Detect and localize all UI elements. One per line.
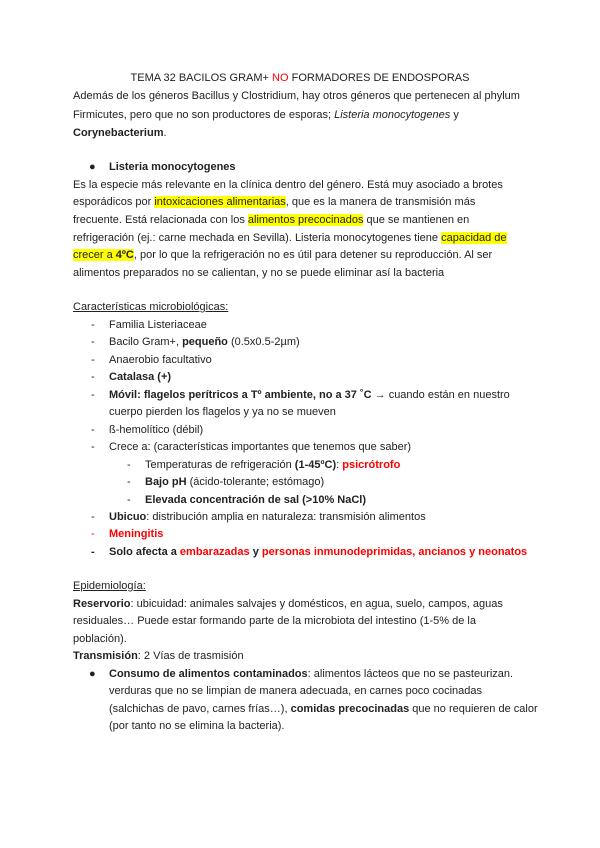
title-no: NO <box>272 72 289 84</box>
dash-marker: - <box>91 441 95 453</box>
sub-list-item <box>145 473 324 491</box>
list-bold: (1-45ºC) <box>294 459 337 471</box>
para-line <box>73 211 469 229</box>
list-item: Anaerobio facultativo <box>109 354 212 366</box>
para-line <box>73 246 492 264</box>
para-line <box>73 193 475 211</box>
list-item: ß-hemolítico (débil) <box>109 424 204 436</box>
section-heading-listeria: Listeria monocytogenes <box>109 161 236 173</box>
list-text: Solo afecta a <box>109 546 180 558</box>
section-heading-epidemiologia: Epidemiología: <box>73 580 146 592</box>
list-item <box>109 508 426 526</box>
bullet-item <box>109 665 513 683</box>
para-text: (salchichas de pavo, carnes frías…), <box>109 703 291 715</box>
para-text: : 2 Vías de trasmisión <box>137 650 244 662</box>
title-text-end: FORMADORES DE ENDOSPORAS <box>288 72 470 84</box>
list-item <box>109 333 300 351</box>
para-text: refrigeración (ej.: carne mechada en Sevilla). Listeria monocytogenes tiene <box>73 232 442 244</box>
para-line: residuales… Puede estar formando parte de la microbiota del intestino (1-5% de la <box>73 615 476 627</box>
para-text: , por lo que la refrigeración no es útil para detener su reproducción. Al ser <box>133 249 493 261</box>
list-item: Catalasa (+) <box>109 371 172 383</box>
para-line <box>73 229 507 247</box>
list-item <box>109 386 510 404</box>
intro-line-3 <box>73 124 167 142</box>
intro-period: . <box>163 127 167 139</box>
intro-line-2 <box>73 106 459 124</box>
para-text: esporádicos por <box>73 196 155 208</box>
list-bold: Bajo pH <box>145 476 187 488</box>
para-line <box>73 647 244 665</box>
para-bold: Reservorio <box>73 598 131 610</box>
dash-marker: - <box>91 424 95 436</box>
section-heading-caracteristicas: Características microbiológicas: <box>73 301 229 313</box>
bullet-item-continuation: verduras que no se limpian de manera adecuada, en carnes poco cocinadas <box>109 685 483 697</box>
para-line <box>73 595 503 613</box>
para-text: : alimentos lácteos que no se pasteurizan. <box>307 668 514 680</box>
list-text: : distribución amplia en naturaleza: transmisión alimentos <box>146 511 426 523</box>
dash-marker: - <box>127 476 131 488</box>
bullet-item-continuation <box>109 700 538 718</box>
dash-marker: - <box>127 459 131 471</box>
list-text: : <box>336 459 343 471</box>
list-text: (ácido-tolerante; estómago) <box>186 476 325 488</box>
para-text: : ubicuidad: animales salvajes y domésticos, en agua, suelo, campos, aguas <box>130 598 503 610</box>
intro-line-1: Además de los géneros Bacillus y Clostridium, hay otros géneros que pertenecen al phylum <box>73 90 520 102</box>
list-item: Meningitis <box>109 528 164 540</box>
list-text: → cuando están en nuestro <box>371 389 510 401</box>
list-item-continuation: cuerpo pierden los flagelos y ya no se mueven <box>109 406 336 418</box>
bullet-icon: ● <box>89 668 96 680</box>
list-red-bold: psicrótrofo <box>342 459 401 471</box>
list-red: embarazadas <box>179 546 250 558</box>
para-line: población). <box>73 633 127 645</box>
intro-species: Listeria monocytogenes <box>334 109 451 121</box>
list-item: Crece a: (características importantes que tenemos que saber) <box>109 441 412 453</box>
dash-marker: - <box>127 494 131 506</box>
bullet-item-continuation: (por tanto no se elimina la bacteria). <box>109 720 285 732</box>
sub-list-item <box>145 456 400 474</box>
list-item: Familia Listeriaceae <box>109 319 207 331</box>
highlight-temp: 4ºC <box>115 249 134 261</box>
intro-genus: Corynebacterium <box>73 127 164 139</box>
list-item <box>109 543 527 561</box>
dash-marker: - <box>91 546 95 558</box>
list-bold: Móvil: flagelos perítricos a Tº ambiente, no a 37 ˚C <box>109 389 372 401</box>
highlight-text: capacidad de <box>441 232 507 244</box>
dash-marker: - <box>91 354 95 366</box>
para-line: alimentos preparados no se calientan, y no se puede eliminar así la bacteria <box>73 267 445 279</box>
para-text: que no requieren de calor <box>409 703 538 715</box>
para-bold: comidas precocinadas <box>290 703 410 715</box>
highlight-text: intoxicaciones alimentarias <box>154 196 286 208</box>
dash-marker: - <box>91 371 95 383</box>
highlight-text: crecer a <box>73 249 116 261</box>
list-bold: pequeño <box>182 336 228 348</box>
list-text: y <box>249 546 262 558</box>
bullet-icon: ● <box>89 161 96 173</box>
intro-text: Firmicutes, pero que no son productores de esporas; <box>73 109 335 121</box>
para-text: frecuente. Está relacionada con los <box>73 214 248 226</box>
dash-marker: - <box>91 528 95 540</box>
title-text: TEMA 32 BACILOS GRAM+ <box>130 72 273 84</box>
list-text: Bacilo Gram+, <box>109 336 183 348</box>
para-text: que se mantienen en <box>363 214 470 226</box>
intro-text-end: y <box>450 109 459 121</box>
dash-marker: - <box>91 389 95 401</box>
sub-list-item: Elevada concentración de sal (>10% NaCl) <box>145 494 367 506</box>
list-red: personas inmunodeprimidas, ancianos y neonatos <box>261 546 528 558</box>
para-bold: Transmisión <box>73 650 138 662</box>
dash-marker: - <box>91 511 95 523</box>
list-text: (0.5x0.5-2µm) <box>227 336 300 348</box>
para-text: , que es la manera de transmisión más <box>285 196 476 208</box>
list-text: Temperaturas de refrigeración <box>145 459 295 471</box>
highlight-text: alimentos precocinados <box>247 214 364 226</box>
page-title <box>0 69 600 87</box>
para-line: Es la especie más relevante en la clínica dentro del género. Está muy asociado a brotes <box>73 179 503 191</box>
list-bold: Ubicuo <box>109 511 147 523</box>
para-bold: Consumo de alimentos contaminados <box>109 668 308 680</box>
dash-marker: - <box>91 336 95 348</box>
dash-marker: - <box>91 319 95 331</box>
